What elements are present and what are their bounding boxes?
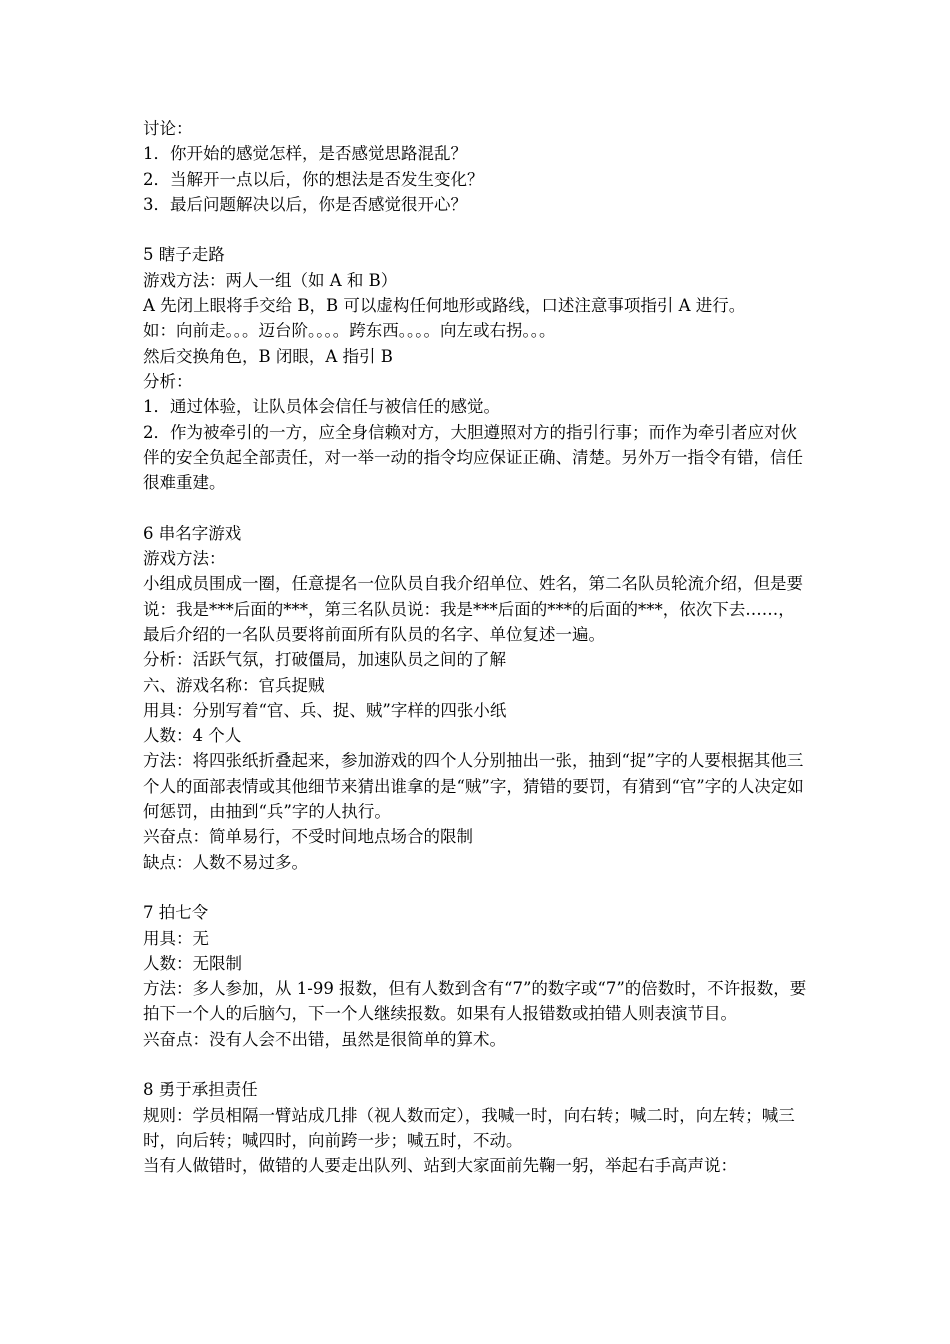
text-paragraph: 讨论： [143,119,193,138]
text-paragraph: 5 瞎子走路 [143,245,225,265]
text-paragraph: 兴奋点：简单易行，不受时间地点场合的限制 [143,827,473,847]
text-paragraph: 六、游戏名称：官兵捉贼 [143,675,325,695]
paragraph-gap [143,875,810,900]
text-paragraph: 如：向前走。。。迈台阶。。。。跨东西。。。。向左或右拐。。。 [143,321,556,341]
text-paragraph: 6 串名字游戏 [143,523,242,543]
text-paragraph: 2．当解开一点以后，你的想法是否发生变化？ [143,169,484,189]
text-paragraph: 方法：将四张纸折叠起来，参加游戏的四个人分别抽出一张，抽到“捉”字的人要根据其他三个人的面部表情或其他细节来猜出谁拿的是“贼”字，猜错的要罚，有猜到“官”字的人决定如何惩罚，由抽到“兵”字的人执行。 [143,751,804,822]
text-paragraph: 人数：无限制 [143,953,242,973]
text-paragraph: 用具：分别写着“官、兵、捉、贼”字样的四张小纸 [143,700,507,720]
paragraph-gap [143,217,810,242]
paragraph-gap [143,495,810,520]
document-body [143,116,810,1178]
text-paragraph: 分析：活跃气氛，打破僵局，加速队员之间的了解 [143,650,506,670]
text-paragraph: 2．作为被牵引的一方，应全身信赖对方，大胆遵照对方的指引行事；而作为牵引者应对伙伴的安全负起全部责任，对一举一动的指令均应保证正确、清楚。另外万一指令有错，信任很难重建。 [143,422,803,493]
text-paragraph: 当有人做错时，做错的人要走出队列、站到大家面前先鞠一躬，举起右手高声说： [143,1156,737,1176]
text-paragraph: 用具：无 [143,928,209,948]
text-paragraph: 小组成员围成一圈，任意提名一位队员自我介绍单位、姓名，第二名队员轮流介绍，但是要说：我是***后面的***，第三名队员说：我是***后面的***的后面的***，依次下去……，最后介绍的一名队员要将前面所有队员的名字、单位复述一遍。 [143,574,803,644]
text-paragraph: A 先闭上眼将手交给 B，B 可以虚构任何地形或路线，口述注意事项指引 A 进行。 [143,296,746,316]
text-paragraph: 7 拍七令 [143,903,209,923]
text-paragraph: 1．通过体验，让队员体会信任与被信任的感觉。 [143,397,500,417]
text-paragraph: 分析： [143,371,193,391]
text-paragraph: 然后交换角色，B 闭眼，A 指引 B [143,346,393,366]
text-paragraph: 游戏方法： [143,549,226,569]
text-paragraph: 3．最后问题解决以后，你是否感觉很开心？ [143,194,467,214]
text-paragraph: 规则：学员相隔一臂站成几排（视人数而定），我喊一时，向右转；喊二时，向左转；喊三时，向后转；喊四时，向前跨一步；喊五时，不动。 [143,1105,795,1150]
paragraph-gap [143,1052,810,1077]
text-paragraph: 8 勇于承担责任 [143,1080,258,1100]
text-paragraph: 方法：多人参加，从 1-99 报数，但有人数到含有“7”的数字或“7”的倍数时，不许报数，要拍下一个人的后脑勺，下一个人继续报数。如果有人报错数或拍错人则表演节目。 [143,979,807,1024]
text-paragraph: 1．你开始的感觉怎样，是否感觉思路混乱？ [143,144,467,164]
text-paragraph: 缺点：人数不易过多。 [143,852,308,872]
text-paragraph: 人数：4 个人 [143,726,242,746]
text-paragraph: 游戏方法：两人一组（如 A 和 B） [143,270,398,290]
text-paragraph: 兴奋点：没有人会不出错，虽然是很简单的算术。 [143,1029,506,1049]
